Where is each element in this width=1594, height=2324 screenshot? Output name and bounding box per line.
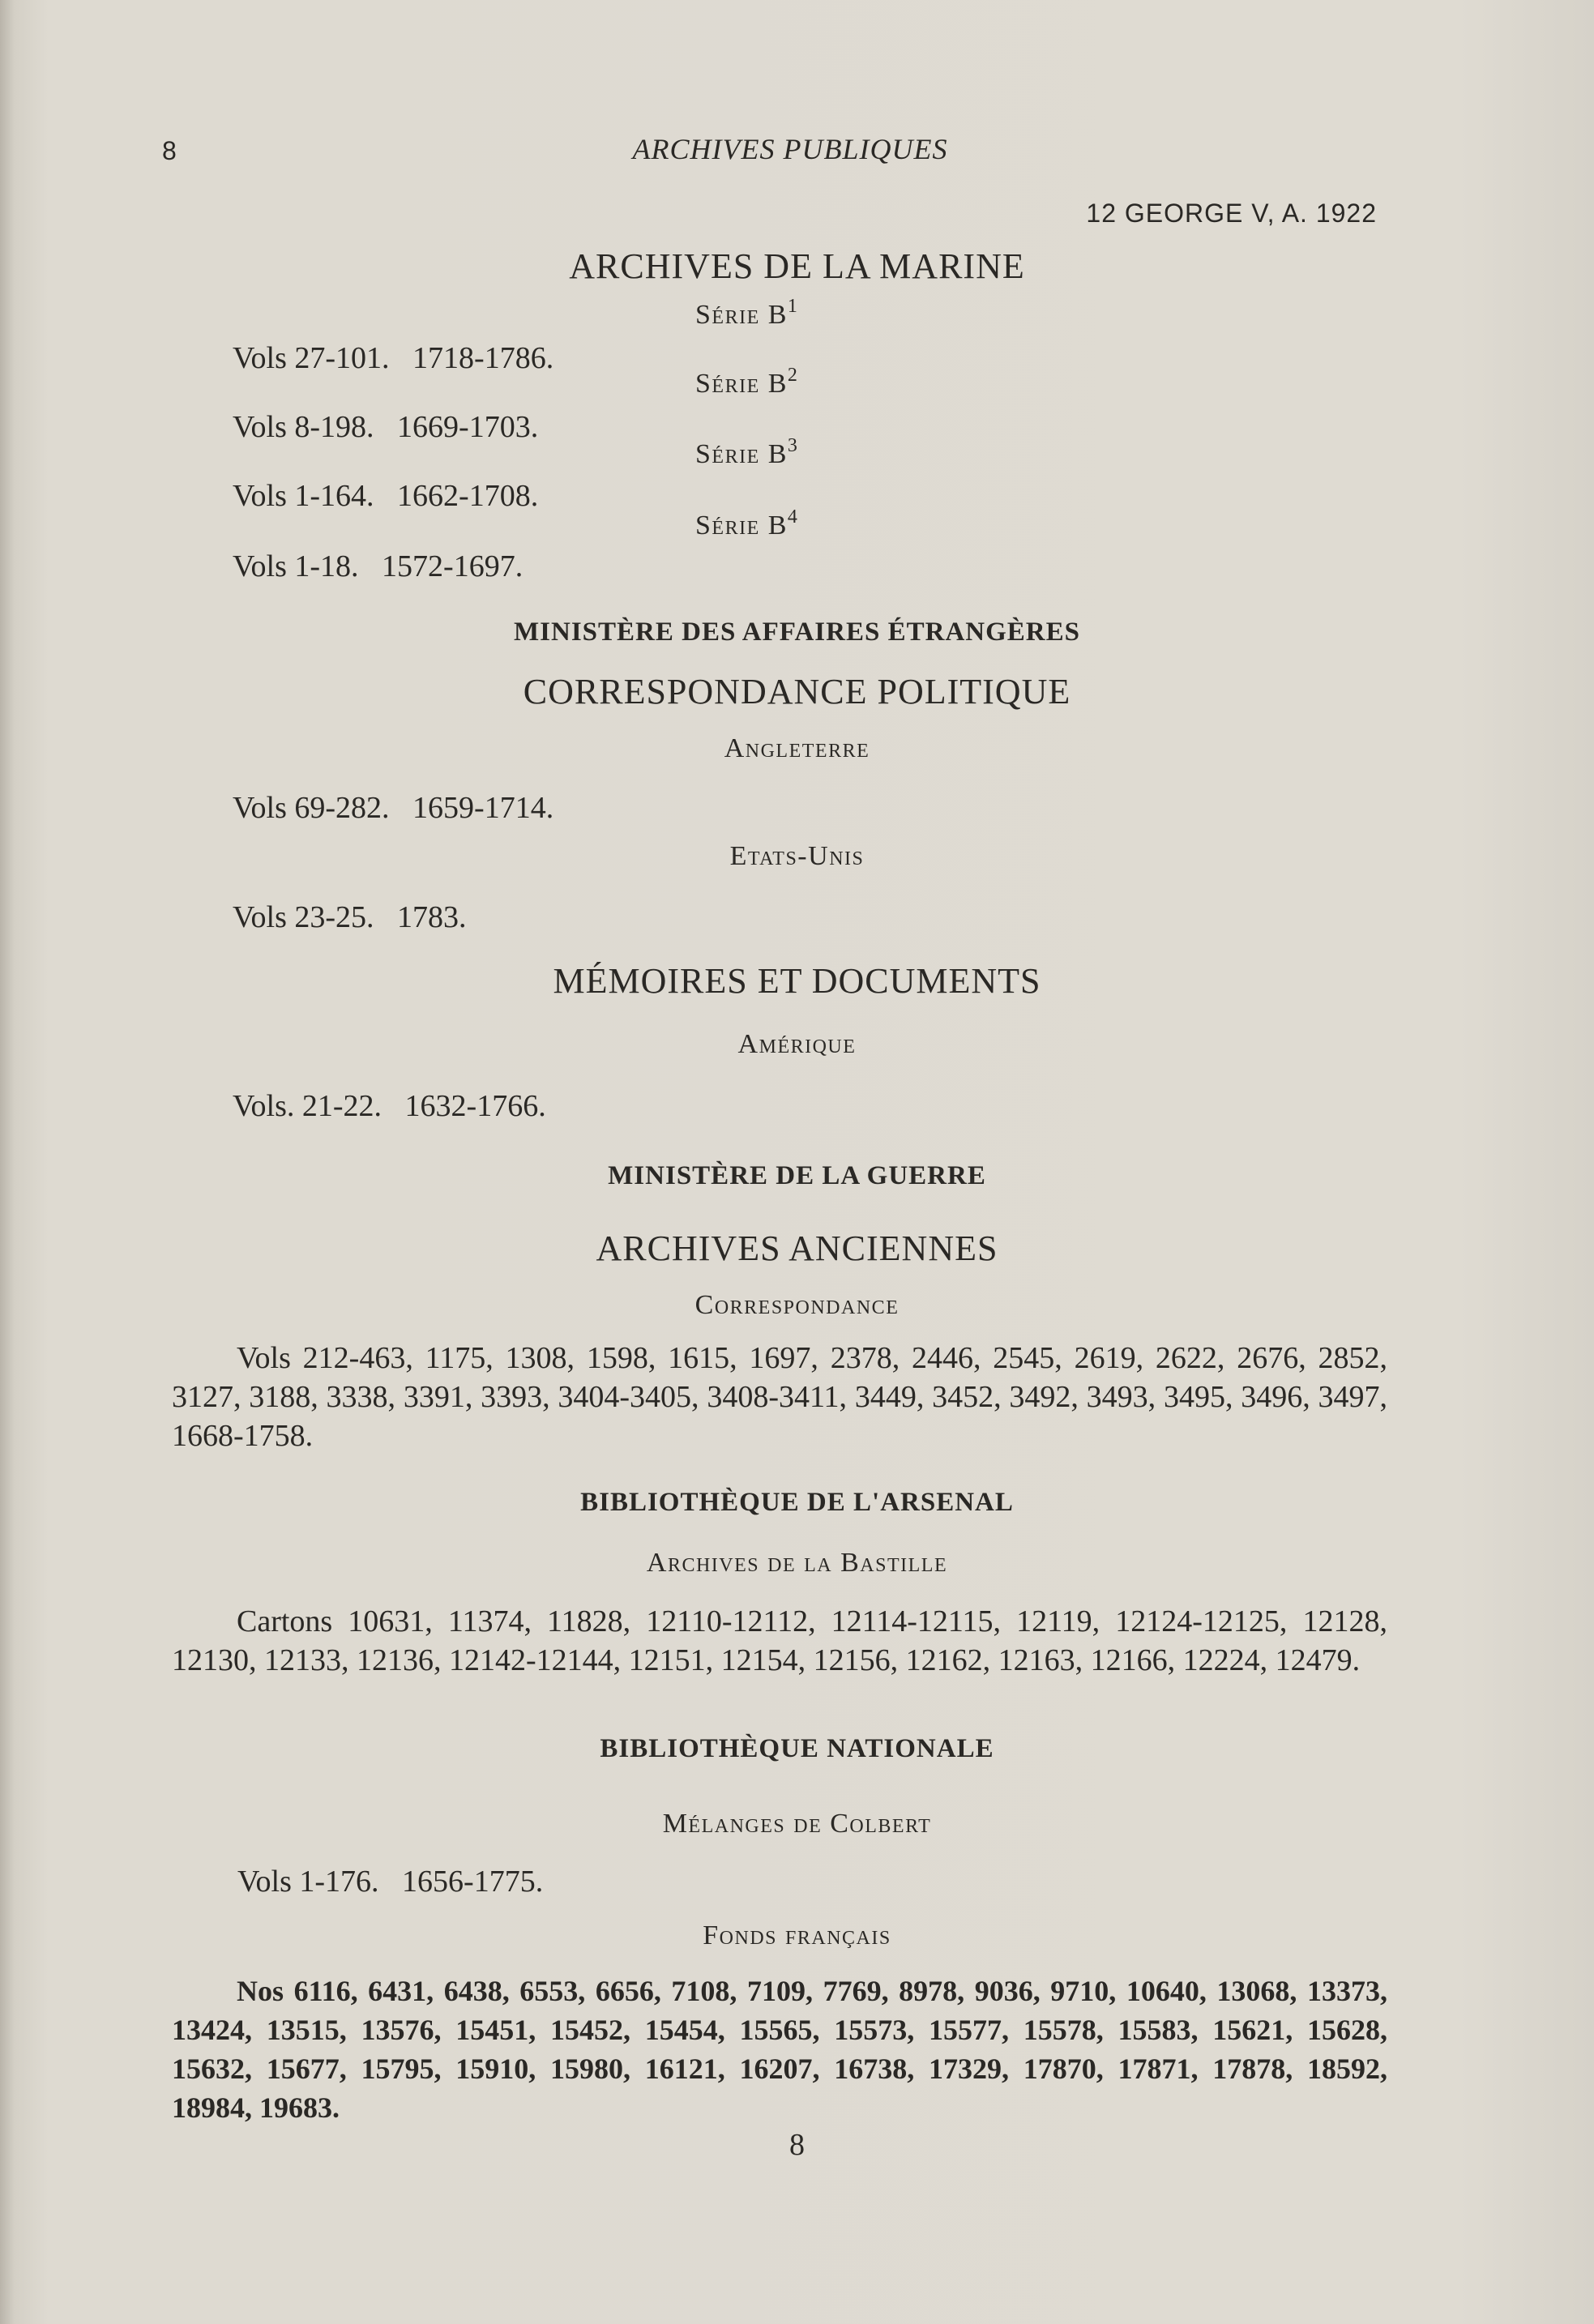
arsenal-cartons-text: Cartons 10631, 11374, 11828, 12110-12112, 12114-12115, 12119, 12124-12125, 12128, 12130, 12133, 12136, 12142-12144, 12151, 12154, 12156, 12162, 12163, 12166, 12224, 12479. xyxy=(172,1604,1387,1677)
fonds-francais-numbers-text: Nos 6116, 6431, 6438, 6553, 6656, 7108, 7109, 7769, 8978, 9036, 9710, 10640, 13068, 13373, 13424, 13515, 13576, 15451, 15452, 15454, 15565, 15573, 15577, 15578, 15583, 15621, 15628, 15632, 15677, 15795, 15910, 15980, 16121, 16207, 16738, 17329, 17870, 17871, 17878, 18592, 18984, 19683. xyxy=(172,1975,1387,2124)
angleterre-vols: Vols 69-282. 1659-1714. xyxy=(233,791,554,825)
page-number-top: 8 xyxy=(162,136,177,165)
label-fonds-francais: Fonds français xyxy=(703,1920,891,1950)
label-etats-unis: Etats-Unis xyxy=(729,841,865,871)
page-number-bottom: 8 xyxy=(789,2128,805,2162)
etats-unis-vols: Vols 23-25. 1783. xyxy=(233,900,467,934)
serie-b2-label: Série $B^2$ xyxy=(695,365,799,399)
section-title-affaires: MINISTÈRE DES AFFAIRES ÉTRANGÈRES xyxy=(514,617,1080,647)
amerique-vols: Vols. 21-22. 1632-1766. xyxy=(233,1089,546,1123)
serie-b4-label: Série $B^4$ xyxy=(695,506,799,540)
section-title-nationale: BIBLIOTHÈQUE NATIONALE xyxy=(600,1734,994,1763)
serie-b1-vols: Vols 27-101. 1718-1786. xyxy=(233,341,554,375)
colbert-vols: Vols 1-176. 1656-1775. xyxy=(237,1865,544,1899)
running-title: ARCHIVES PUBLIQUES xyxy=(632,133,948,165)
serie-b4-vols: Vols 1-18. 1572-1697. xyxy=(233,549,523,583)
serie-b3-label: Série $B^3$ xyxy=(695,435,799,469)
subtitle-archives-anciennes: ARCHIVES ANCIENNES xyxy=(596,1228,998,1268)
session-label: 12 GEORGE V, A. 1922 xyxy=(1086,199,1377,228)
serie-b1-label: Série $B^1$ xyxy=(695,296,799,330)
section-title-marine: ARCHIVES DE LA MARINE xyxy=(569,246,1025,286)
serie-b3-vols: Vols 1-164. 1662-1708. xyxy=(233,479,539,513)
label-bastille: Archives de la Bastille xyxy=(646,1548,948,1578)
label-colbert: Mélanges de Colbert xyxy=(662,1809,932,1839)
label-correspondance: Correspondance xyxy=(694,1290,900,1320)
section-title-guerre: MINISTÈRE DE LA GUERRE xyxy=(608,1161,986,1190)
subtitle-correspondance-politique: CORRESPONDANCE POLITIQUE xyxy=(523,672,1071,711)
subtitle-memoires: MÉMOIRES ET DOCUMENTS xyxy=(553,961,1041,1001)
label-angleterre: Angleterre xyxy=(724,733,870,763)
serie-b2-vols: Vols 8-198. 1669-1703. xyxy=(233,410,539,444)
guerre-volumes-text: Vols 212-463, 1175, 1308, 1598, 1615, 1697, 2378, 2446, 2545, 2619, 2622, 2676, 2852, 3127, 3188, 3338, 3391, 3393, 3404-3405, 3408-3411, 3449, 3452, 3492, 3493, 3495, 3496, 3497, 1668-1758. xyxy=(172,1341,1387,1453)
section-title-arsenal: BIBLIOTHÈQUE DE L'ARSENAL xyxy=(580,1488,1014,1517)
label-amerique: Amérique xyxy=(737,1029,857,1059)
